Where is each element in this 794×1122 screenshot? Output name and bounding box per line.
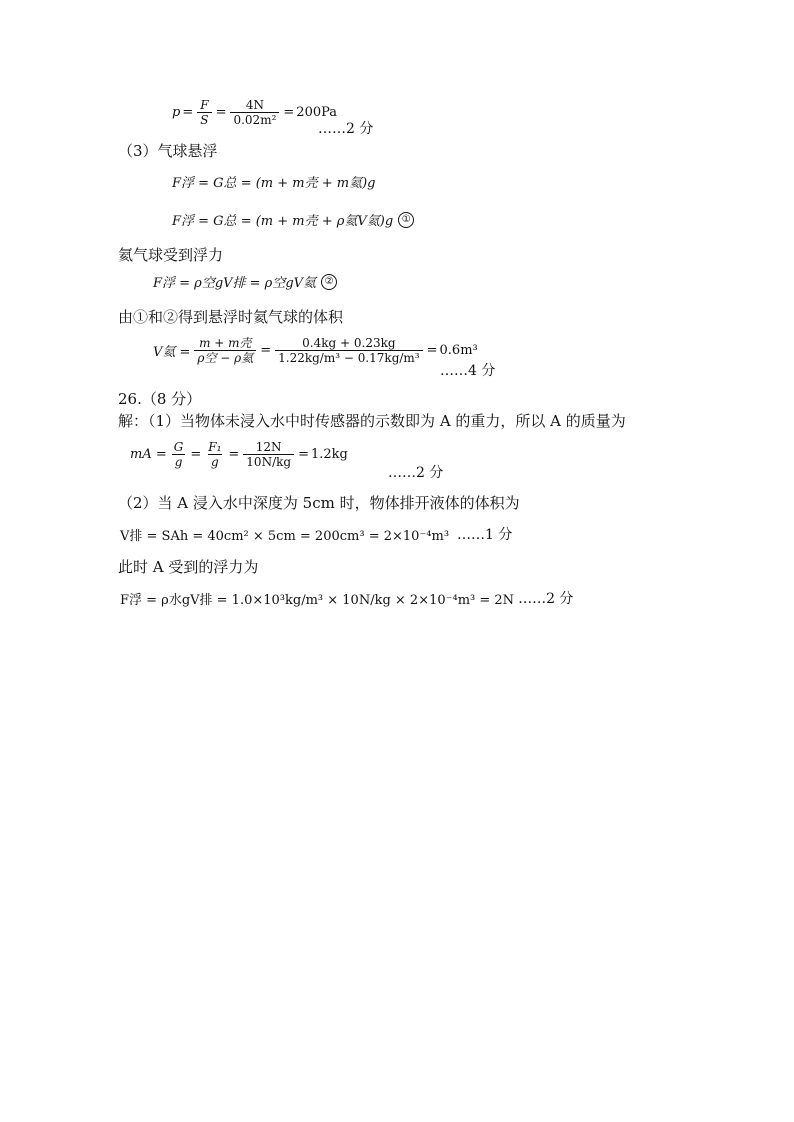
score-pressure: ……2 分 bbox=[318, 121, 374, 137]
fraction-mass-values: $\frac{12N}{10N/kg}$ bbox=[243, 440, 294, 469]
score-buoyant-force: ……2 分 bbox=[518, 591, 574, 607]
circle-mark-1: ① bbox=[398, 212, 414, 228]
fraction-f1-over-g: $\frac{\text{F₁}}{g}$ bbox=[208, 440, 222, 469]
fraction-f-over-s: $\frac{F}{S}$ bbox=[197, 98, 211, 127]
mass-result: 1.2kg bbox=[310, 447, 348, 462]
derive-line: 由①和②得到悬浮时氦气球的体积 bbox=[118, 308, 344, 326]
pressure-result: 200Pa bbox=[296, 105, 338, 120]
fraction-g-over-g: $\frac{G}{g}$ bbox=[171, 440, 187, 469]
equation-displaced-volume: V排 = SAh = 40cm² × 5cm = 200cm³ = 2×10⁻⁴m³ ……1 分 bbox=[120, 524, 512, 544]
part3-heading: （3）气球悬浮 bbox=[118, 142, 218, 160]
equation-pressure: p = $\frac{F}{S}$ = $\frac{4N}{\text{0.02m²}}$ = 200Pa bbox=[172, 98, 338, 127]
equation-mass: mA = $\frac{G}{g}$ = $\frac{\text{F₁}}{g}$ = $\frac{12N}{10N/kg}$ = 1.2kg bbox=[130, 440, 348, 469]
score-volume: ……4 分 bbox=[440, 363, 496, 379]
equation-buoyancy: F浮 = ρ空gV排 = ρ空gV氦 ② bbox=[153, 272, 337, 291]
volume-result: 0.6m³ bbox=[439, 343, 478, 358]
mass-symbol: mA = bbox=[130, 447, 167, 462]
question-26-part2: （2）当 A 浸入水中深度为 5cm 时，物体排开液体的体积为 bbox=[118, 494, 520, 512]
question-26-heading: 26.（8 分） bbox=[118, 390, 202, 408]
score-displaced-volume: ……1 分 bbox=[457, 527, 513, 543]
equation-float-1: F浮 = G总 = (m + m壳 + m氦)g bbox=[172, 176, 376, 191]
equation-float-2: F浮 = G总 = (m + m壳 + ρ氦V氦)g ① bbox=[172, 210, 414, 229]
equation-volume: V氦 = $\frac{\text{m + m壳}}{\text{ρ空 − ρ氦}}$ = $\frac{0.4kg + 0.23kg}{\text{1.22kg/m³ − 0.17kg/m³}}$ = 0.6m³ bbox=[153, 336, 478, 365]
fraction-volume-values: $\frac{0.4kg + 0.23kg}{\text{1.22kg/m³ − 0.17kg/m³}}$ bbox=[275, 336, 423, 365]
buoyancy-line: 氦气球受到浮力 bbox=[118, 246, 224, 264]
volume-symbol: V氦 = bbox=[153, 345, 191, 360]
score-mass: ……2 分 bbox=[388, 465, 444, 481]
fraction-mass-over-density: $\frac{\text{m + m壳}}{\text{ρ空 − ρ氦}}$ bbox=[194, 336, 256, 365]
question-26-part1: 解：（1）当物体未浸入水中时传感器的示数即为 A 的重力，所以 A 的质量为 bbox=[118, 412, 626, 430]
fraction-values: $\frac{4N}{\text{0.02m²}}$ bbox=[230, 98, 279, 127]
force-line: 此时 A 受到的浮力为 bbox=[118, 558, 259, 576]
circle-mark-2: ② bbox=[321, 274, 337, 290]
equation-buoyant-force: F浮 = ρ水gV排 = 1.0×10³kg/m³ × 10N/kg × 2×10⁻⁴m³ = 2N ……2 分 bbox=[120, 588, 573, 608]
pressure-symbol: p bbox=[172, 105, 181, 120]
